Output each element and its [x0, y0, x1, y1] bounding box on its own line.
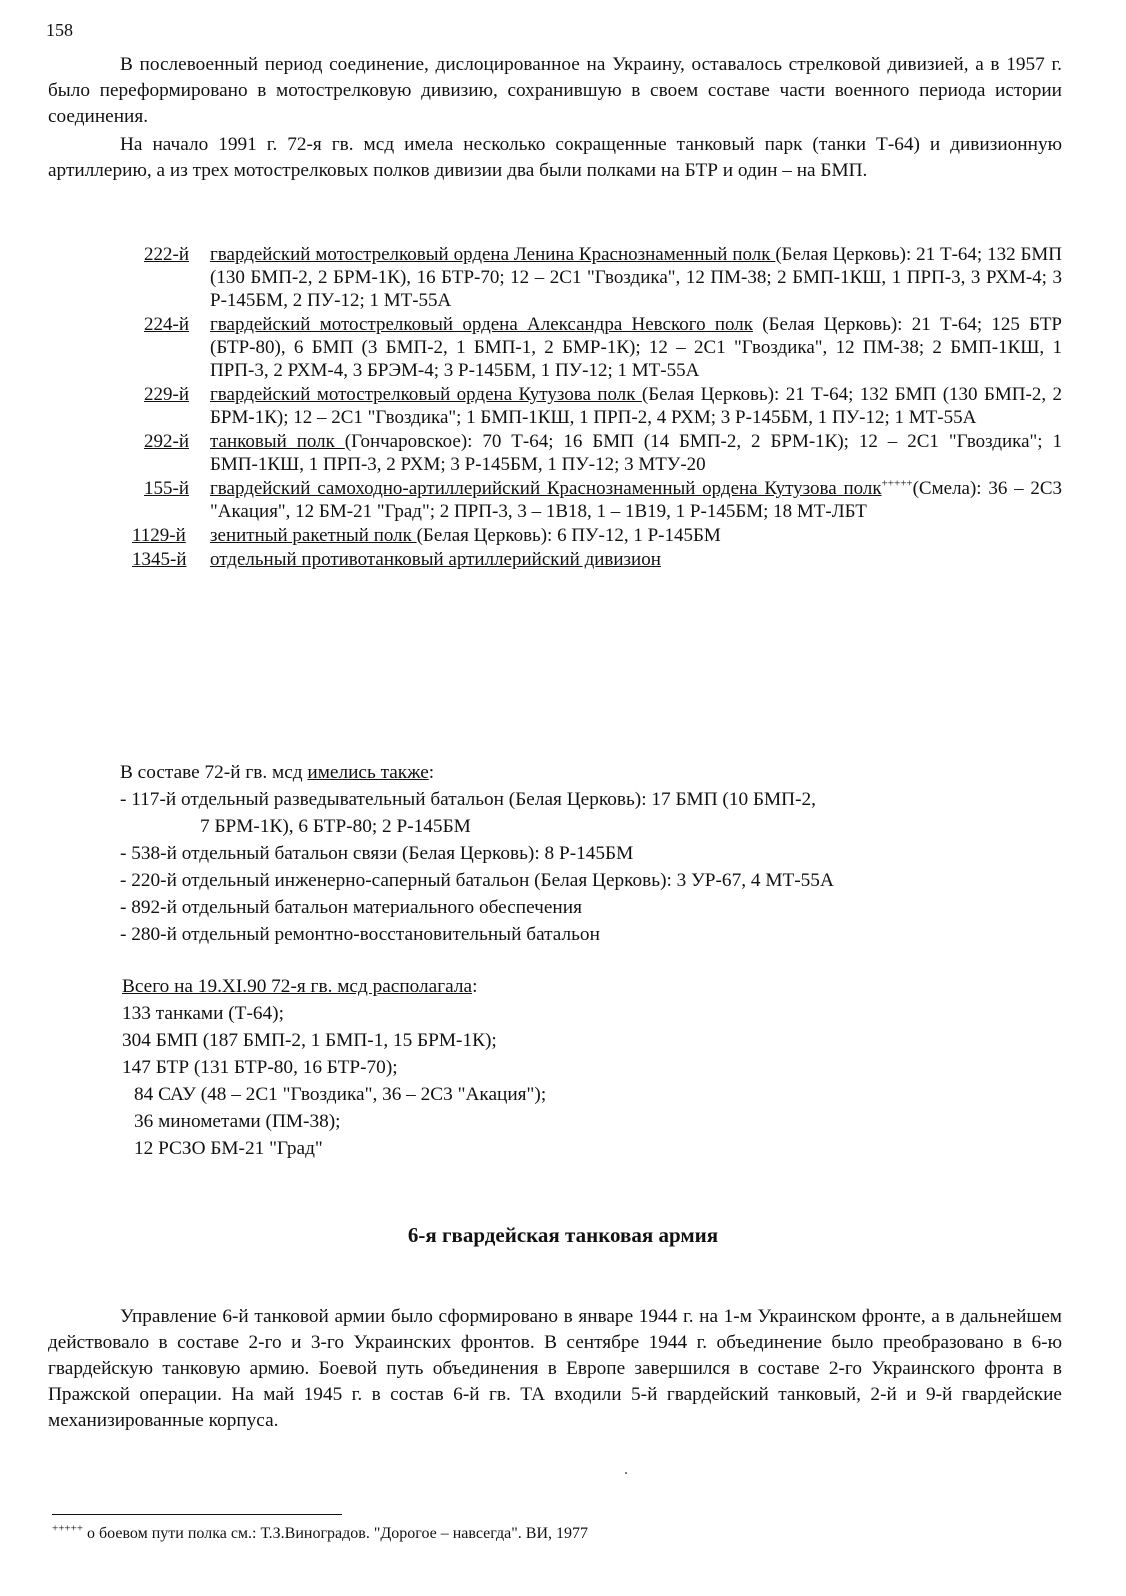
totals-heading-colon: :	[472, 976, 478, 997]
totals-list	[122, 973, 822, 1162]
unit-entry	[122, 524, 1062, 547]
unit-name: гвардейский мотострелковый ордена Александра Невского полк	[210, 314, 753, 335]
list-item: 36 минометами (ПМ-38);	[134, 1111, 341, 1132]
section-paragraph-text: Управление 6-й танковой армии было сформировано в январе 1944 г. на 1-м Украинском фронте, а в дальнейшем действовало в составе 2-го и 3-го Украинских фронтов. В сентябре 1944 г. объединение было преобразовано в 6-ю гвардейскую танковую армию. Боевой путь объединения в Европе завершился в составе 2-го Украинского фронта в Пражской операции. На май 1945 г. в состав 6-й гв. ТА входили 5-й гвардейский танковый, 2-й и 9-й гвардейские механизированные корпуса.	[48, 1306, 1062, 1431]
section-heading: 6-я гвардейская танковая армия	[407, 1223, 719, 1247]
list-item: - 220-й отдельный инженерно-саперный батальон (Белая Церковь): 3 УР-67, 4 МТ-55А	[120, 870, 834, 891]
unit-number: 222-й	[144, 244, 189, 265]
list-item: 12 РСЗО БМ-21 "Град"	[134, 1138, 323, 1159]
unit-number: 1345-й	[132, 549, 187, 570]
unit-number: 1129-й	[132, 525, 186, 546]
footnote	[52, 1522, 589, 1543]
unit-details: (Белая Церковь): 21 Т-64; 132 БМП (130 БМП-2, 2 БРМ-1К); 12 – 2С1 "Гвоздика"; 1 БМП-1КШ, 1 ПРП-2, 4 РХМ; 3 Р-145БМ, 1 ПУ-12; 1 МТ-55А	[210, 384, 1063, 428]
unit-details: (Гончаровское): 70 Т-64; 16 БМП (14 БМП-2, 2 БРМ-1К); 12 – 2С1 "Гвоздика"; 1 БМП-1КШ, 1 ПРП-3, 2 РХМ; 3 Р-145БМ, 1 ПУ-12; 3 МТУ-20	[210, 431, 1063, 475]
unit-entry	[122, 548, 1062, 571]
unit-number: 155-й	[144, 478, 189, 499]
unit-name: отдельный противотанковый артиллерийский дивизион	[210, 549, 661, 570]
unit-entry	[122, 313, 1062, 382]
list-item: - 538-й отдельный батальон связи (Белая Церковь): 8 Р-145БМ	[120, 843, 634, 864]
list-item: 133 танками (Т-64);	[122, 1003, 284, 1024]
scan-speck	[625, 1472, 627, 1474]
intro-paragraph-1-text: В послевоенный период соединение, дислоцированное на Украину, оставалось стрелковой дивизией, а в 1957 г. было переформировано в мотострелковую дивизию, сохранившую в своем составе части военного периода истории соединения.	[48, 54, 1062, 127]
list-item-continuation: 7 БРМ-1К), 6 БТР-80; 2 Р-145БМ	[200, 816, 471, 837]
attached-units-lead-underlined: имелись также	[307, 762, 429, 783]
intro-paragraph-1	[48, 52, 1062, 130]
totals-heading-text: Всего на 19.XI.90 72-я гв. мсд располагала	[122, 976, 473, 997]
list-item: - 892-й отдельный батальон материального обеспечения	[120, 897, 582, 918]
unit-details: (Белая Церковь): 21 Т-64; 132 БМП (130 БМП-2, 2 БРМ-1К), 16 БТР-70; 12 – 2С1 "Гвоздика", 12 ПМ-38; 2 БМП-1КШ, 1 ПРП-3, 3 РХМ-4; 3 Р-145БМ, 2 ПУ-12; 1 МТ-55А	[210, 244, 1062, 311]
unit-name: гвардейский мотострелковый ордена Кутузова полк	[210, 384, 642, 405]
attached-units-lead-text: В составе 72-й гв. мсд	[120, 762, 308, 783]
attached-units-lead	[120, 759, 1020, 786]
unit-entry	[122, 477, 1062, 523]
totals-heading	[122, 973, 822, 1000]
footnote-separator	[52, 1514, 342, 1515]
unit-name: гвардейский самоходно-артиллерийский Краснознаменный ордена Кутузова полк	[210, 478, 882, 499]
unit-entry	[122, 383, 1062, 429]
unit-details: (Белая Церковь): 6 ПУ-12, 1 Р-145БМ	[416, 525, 721, 546]
unit-name: зенитный ракетный полк	[210, 525, 417, 546]
unit-list	[122, 243, 1062, 572]
attached-units-lead-colon: :	[428, 762, 435, 783]
intro-paragraph-2	[48, 132, 1062, 184]
unit-name: танковый полк	[210, 431, 345, 452]
list-item: - 280-й отдельный ремонтно-восстановительный батальон	[120, 924, 600, 945]
page-number: 158	[46, 20, 73, 40]
list-item: 304 БМП (187 БМП-2, 1 БМП-1, 15 БРМ-1К);	[122, 1030, 497, 1051]
list-item: 84 САУ (48 – 2С1 "Гвоздика", 36 – 2С3 "Акация");	[134, 1084, 547, 1105]
unit-number: 292-й	[144, 431, 189, 452]
unit-name: гвардейский мотострелковый ордена Ленина Краснознаменный полк	[210, 244, 776, 265]
attached-units-list	[120, 759, 1020, 948]
list-item: - 117-й отдельный разведывательный батальон (Белая Церковь): 17 БМП (10 БМП-2,	[120, 789, 816, 810]
unit-number: 224-й	[144, 314, 189, 335]
list-item: 147 БТР (131 БТР-80, 16 БТР-70);	[122, 1057, 398, 1078]
unit-number: 229-й	[144, 384, 189, 405]
unit-entry	[122, 243, 1062, 312]
unit-details: (Белая Церковь): 21 Т-64; 125 БТР (БТР-80), 6 БМП (3 БМП-2, 1 БМП-1, 2 БМР-1К); 12 – 2С1 "Гвоздика", 12 ПМ-38; 2 БМП-1КШ, 1 ПРП-3, 2 РХМ-4, 3 БРЭМ-4; 3 Р-145БМ, 1 ПУ-12; 1 МТ-55А	[210, 314, 1062, 381]
section-paragraph	[48, 1304, 1062, 1434]
footnote-text: о боевом пути полка см.: Т.З.Виноградов. "Дорогое – навсегда". ВИ, 1977	[83, 1525, 589, 1542]
footnote-mark: +++++	[52, 1522, 84, 1535]
unit-details: (Смела): 36 – 2С3 "Акация", 12 БМ-21 "Град"; 2 ПРП-3, 3 – 1В18, 1 – 1В19, 1 Р-145БМ; 18 МТ-ЛБТ	[210, 478, 1062, 522]
footnote-ref: +++++	[881, 477, 913, 490]
intro-paragraph-2-text: На начало 1991 г. 72-я гв. мсд имела несколько сокращенные танковый парк (танки Т-64) и дивизионную артиллерию, а из трех мотострелковых полков дивизии два были полками на БТР и один – на БМП.	[48, 134, 1062, 181]
unit-entry	[122, 430, 1062, 476]
